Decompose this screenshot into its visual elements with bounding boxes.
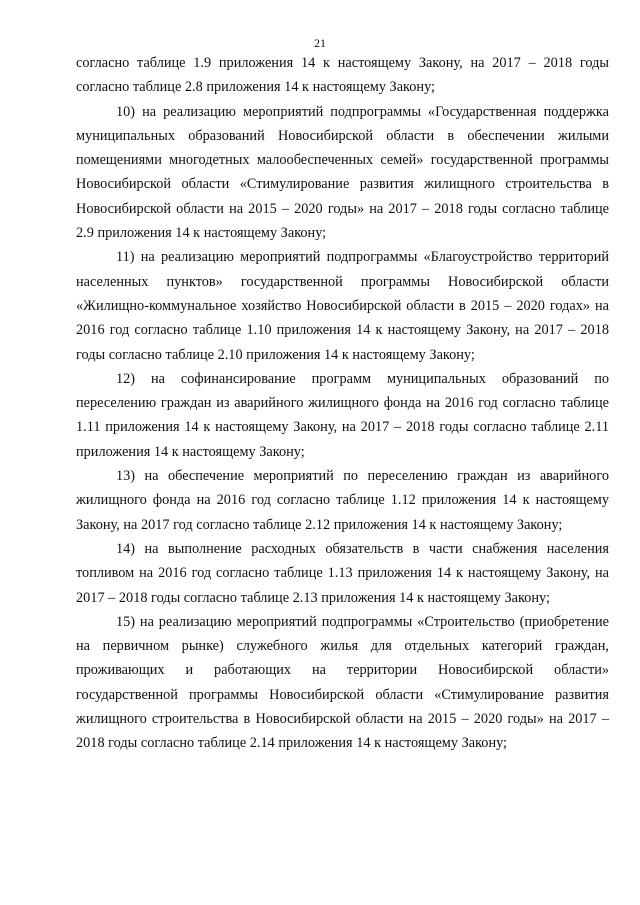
paragraph-item-12: 12) на софинансирование программ муниципальных образований по переселению граждан из аварийного жилищного фонда на 2016 год согласно таблице 1.11 приложения 14 к настоящему Закону, на 2017 – 2018 годы согласно таблице 2.11 приложения 14 к настоящему Закону; [76, 370, 609, 460]
paragraph-continuation: согласно таблице 1.9 приложения 14 к настоящему Закону, на 2017 – 2018 годы согласно таблице 2.8 приложения 14 к настоящему Закону; [76, 55, 609, 96]
paragraph-item-15: 15) на реализацию мероприятий подпрограммы «Строительство (приобретение на первичном рынке) служебного жилья для отдельных категорий граждан, проживающих и работающих на территории Новосибирской области» государственной программы Новосибирской области «Стимулирование развития жилищного строительства в Новосибирской области на 2015 – 2020 годы» на 2017 – 2018 годы согласно таблице 2.14 приложения 14 к настоящему Закону; [76, 613, 609, 752]
paragraph-item-14: 14) на выполнение расходных обязательств в части снабжения населения топливом на 2016 год согласно таблице 1.13 приложения 14 к настоящему Закону, на 2017 – 2018 годы согласно таблице 2.13 приложения 14 к настоящему Закону; [76, 540, 609, 606]
document-body [76, 51, 609, 756]
paragraph-item-13: 13) на обеспечение мероприятий по переселению граждан из аварийного жилищного фонда на 2016 год согласно таблице 1.12 приложения 14 к настоящему Закону, на 2017 год согласно таблице 2.12 приложения 14 к настоящему Закону; [76, 468, 609, 533]
paragraph-item-10: 10) на реализацию мероприятий подпрограммы «Государственная поддержка муниципальных образований Новосибирской области в обеспечении жилыми помещениями многодетных малообеспеченных семей» государственной программы Новосибирской области «Стимулирование развития жилищного строительства в Новосибирской области на 2015 – 2020 годы» на 2017 – 2018 годы согласно таблице 2.9 приложения 14 к настоящему Закону; [76, 103, 609, 242]
paragraph-item-11: 11) на реализацию мероприятий подпрограммы «Благоустройство территорий населенных пунктов» государственной программы Новосибирской области «Жилищно-коммунальное хозяйство Новосибирской области в 2015 – 2020 годах» на 2016 год согласно таблице 1.10 приложения 14 к настоящему Закону, на 2017 – 2018 годы согласно таблице 2.10 приложения 14 к настоящему Закону; [76, 249, 609, 363]
page-number: 21 [314, 36, 326, 50]
